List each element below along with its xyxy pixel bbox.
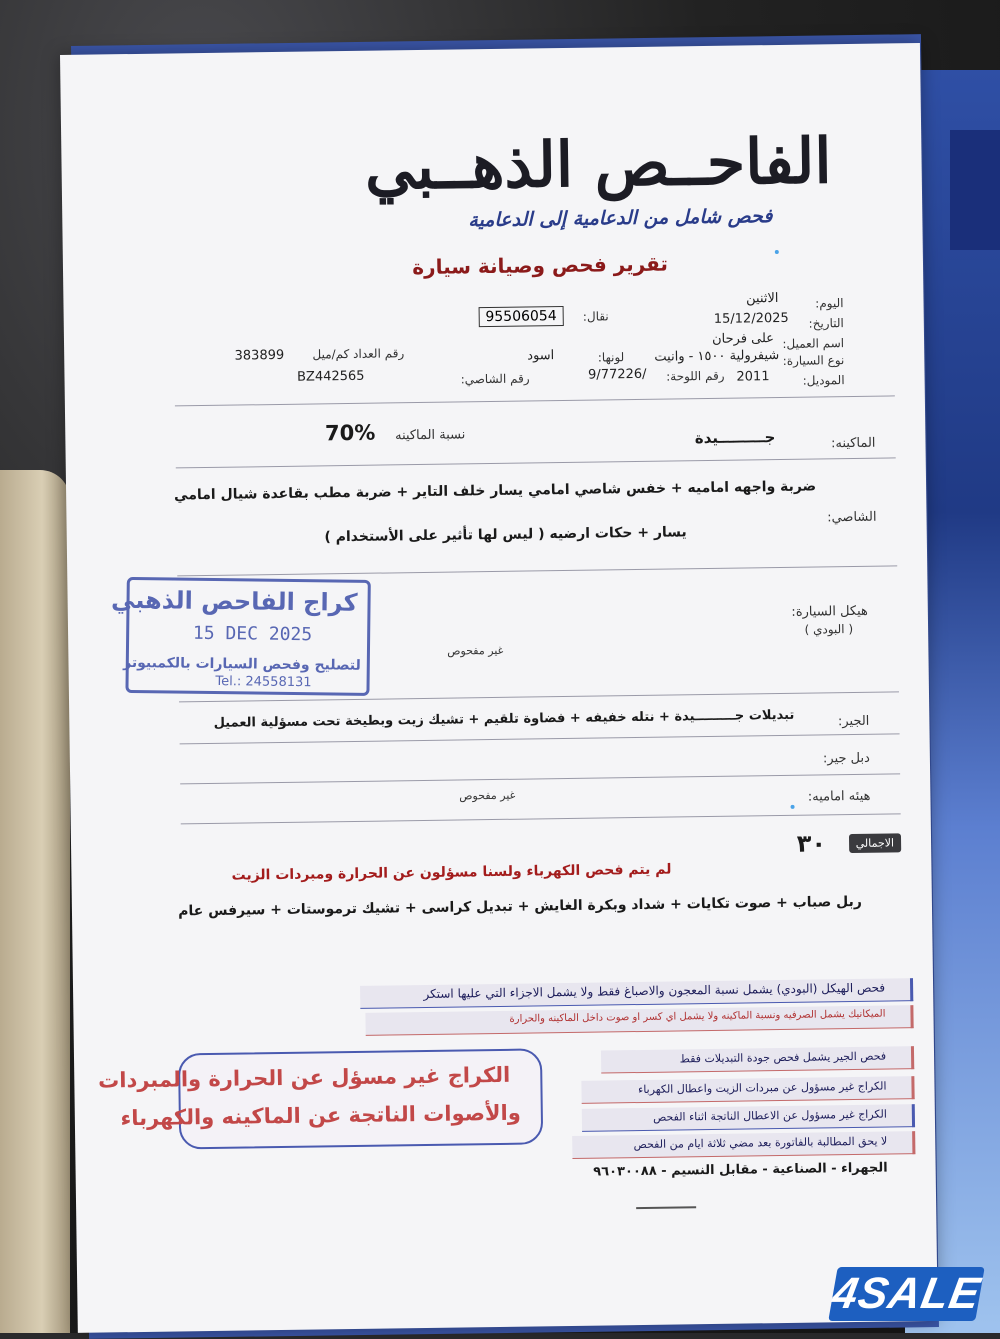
4sale-watermark-logo: 4SALE: [828, 1267, 985, 1321]
divider: [175, 395, 895, 406]
total-value: ٣٠: [796, 829, 827, 858]
date-value: 15/12/2025: [713, 310, 789, 327]
mobile-label: نقال:: [582, 309, 609, 324]
chassis-no-label: رقم الشاصي:: [460, 371, 530, 387]
engine-label: الماكينه:: [830, 435, 876, 452]
body-label: هيكل السيارة:: [791, 603, 868, 620]
decorative-dot: [775, 250, 779, 254]
gear-label: الجير:: [837, 713, 870, 730]
chassis-notes-line2: يسار + حكات ارضيه ( ليس لها تأثير على الأستخدام ): [324, 524, 687, 546]
disclaimer-body: فحص الهيكل (البودي) يشمل نسبة المعجون والاصباغ فقط ولا يشمل الاجزاء التي عليها استكر: [423, 980, 886, 1002]
disclaimer-invoice: لا يحق المطالبة بالفاتورة بعد مضي ثلاثة ايام من الفحص: [633, 1134, 888, 1152]
gear-value: تبديلات جـــــــــيدة + نتله خفيفه + فضاوة تلقيم + تشيك زيت وبطيخة تحت مسؤلية العميل: [213, 707, 795, 731]
signature-line: [636, 1206, 696, 1209]
model-value: 2011: [736, 369, 770, 385]
disclaimer-cooler: الكراج غير مسؤول عن مبردات الزيت واعطال الكهرباء: [638, 1079, 887, 1097]
report-title: تقرير فحص وصيانة سيارة: [412, 251, 669, 280]
decorative-dot: [791, 805, 795, 809]
plate-label: رقم اللوحة:: [666, 368, 725, 384]
double-gear-label: دبل جير:: [822, 750, 871, 767]
divider: [177, 565, 897, 576]
inspection-report-paper: [60, 43, 938, 1333]
engine-value: جـــــــــيدة: [694, 428, 776, 448]
odometer-value: 383899: [234, 347, 285, 364]
body-sublabel: ( البودي ): [804, 621, 854, 637]
electric-warning: لم يتم فحص الكهرباء ولسنا مسؤلون عن الحرارة ومبردات الزيت: [231, 861, 672, 884]
divider: [176, 457, 896, 468]
disclaimer-faults: الكراج غير مسؤول عن الاعطال الناتجة اثناء الفحص: [652, 1107, 887, 1124]
plate-value: /9/77226: [588, 366, 647, 383]
engine-percent-label: نسبة الماكينه: [394, 427, 466, 444]
footer-address: الجهراء - الصناعية - مقابل النسيم - ٩٦٠٣٠٠٨٨: [593, 1160, 888, 1180]
chassis-label: الشاصي:: [827, 509, 877, 526]
recommendations: ربل صباب + صوت تكايات + شداد وبكرة الغايش + تبديل كراسى + تشيك ترموستات + سيرفس عام: [178, 893, 863, 920]
stamp-date: 15 DEC 2025: [192, 622, 313, 646]
mobile-value-box: 95506054: [478, 306, 564, 327]
disclaimer-mechanic: الميكانيك يشمل الصرفيه ونسبة الماكينه ولا يشمل اي كسر او صوت داخل الماكينه والحرارة: [509, 1008, 886, 1025]
color-value: اسود: [527, 348, 555, 364]
customer-label: اسم العميل:: [782, 336, 845, 351]
report-subtitle: فحص شامل من الدعامية إلى الدعامية: [468, 205, 773, 232]
car-type-value: شيفرولية ١٥٠٠ - وانيت: [654, 347, 780, 365]
stamp-phone: Tel.: 24558131: [215, 674, 312, 691]
disclaimer-gear: فحص الجير يشمل فحص جودة التبديلات فقط: [679, 1049, 887, 1066]
liability-line1: الكراج غير مسؤل عن الحرارة والمبردات: [98, 1062, 511, 1093]
stamp-name: كراج الفاحص الذهبي: [110, 585, 358, 617]
car-type-label: نوع السيارة:: [782, 353, 845, 368]
report-logo-title: الفاحــص الذهــبي: [364, 124, 833, 204]
chassis-no-value: BZ442565: [296, 368, 365, 385]
chassis-notes-line1: ضربة واجهه اماميه + خفس شاصي امامي يسار خلف التاير + ضربة مطب بقاعدة شيال امامي: [173, 478, 817, 504]
engine-percent-value: 70%: [324, 420, 376, 446]
total-badge: الاجمالي: [849, 833, 902, 853]
day-value: الاثنين: [745, 290, 779, 307]
garage-stamp: [110, 577, 370, 696]
date-label: التاريخ:: [808, 316, 844, 331]
stamp-service: لتصليح وفحص السيارات بالكمبيوتر: [123, 654, 361, 674]
divider: [180, 733, 900, 744]
divider: [181, 813, 901, 824]
car-seat: [0, 470, 70, 1333]
customer-value: على فرحان: [711, 331, 775, 347]
front-label: هيئه اماميه:: [807, 788, 871, 805]
liability-line2: والأصوات الناتجة عن الماكينه والكهرباء: [120, 1100, 521, 1131]
divider: [180, 773, 900, 784]
odometer-label: رقم العداد كم/ميل: [312, 346, 405, 362]
body-value: غير مفحوص: [447, 643, 504, 658]
color-label: لونها:: [597, 350, 625, 365]
liability-box: [98, 1048, 543, 1149]
front-value: غير مفحوص: [459, 788, 516, 803]
day-label: اليوم:: [815, 296, 844, 311]
background-flyer-sign: [950, 130, 1000, 250]
model-label: الموديل:: [802, 373, 845, 388]
